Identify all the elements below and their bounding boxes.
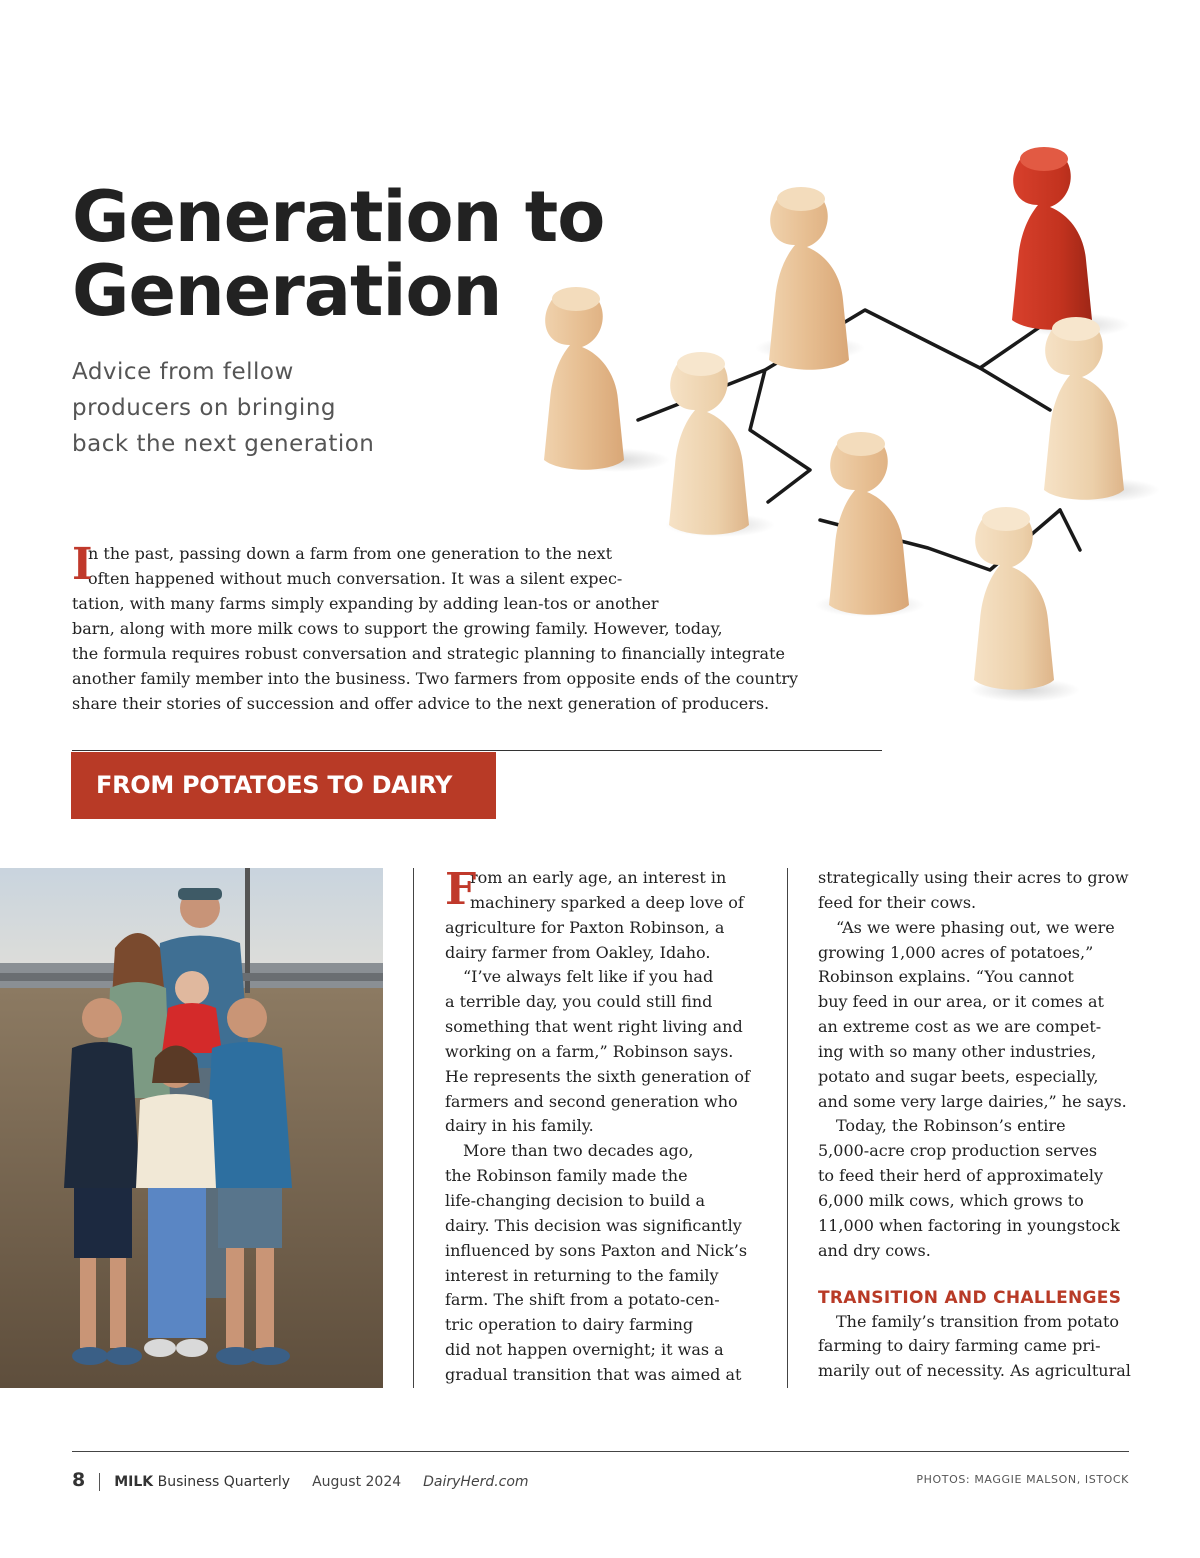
body-line: tric operation to dairy farming [445, 1315, 694, 1335]
issue-date: August 2024 [312, 1474, 402, 1490]
article-title [72, 176, 605, 332]
body-line: did not happen overnight; it was a [445, 1340, 724, 1360]
intro-line: barn, along with more milk cows to support the growing family. However, today, [72, 619, 723, 638]
body-line: gradual transition that was aimed at [445, 1364, 742, 1384]
intro-line: share their stories of succession and offer advice to the next generation of producers. [72, 694, 770, 713]
body-line: dairy farmer from Oakley, Idaho. [445, 942, 711, 962]
body-line: farmers and second generation who [445, 1091, 738, 1111]
body-line: influenced by sons Paxton and Nick’s [445, 1240, 748, 1260]
intro-line: tation, with many farms simply expanding by adding lean-tos or another [72, 594, 659, 613]
intro-line: the formula requires robust conversation and strategic planning to financially integrate [72, 644, 785, 663]
article-subtitle [72, 354, 392, 462]
subtitle-line: back the next generation [72, 431, 375, 457]
body-line: strategically using their acres to grow [818, 868, 1129, 887]
body-line: More than two decades ago, [463, 1141, 694, 1161]
family-photo [0, 868, 383, 1388]
body-line: the Robinson family made the [445, 1166, 688, 1186]
body-line: machinery sparked a deep love of [470, 892, 744, 912]
body-line: 11,000 when factoring in youngstock [818, 1215, 1120, 1235]
footer-divider [72, 1451, 1129, 1452]
section-divider [72, 750, 882, 751]
body-line: potato and sugar beets, especially, [818, 1066, 1099, 1086]
column-rule-left [413, 868, 414, 1388]
intro-line: another family member into the business. Two farmers from opposite ends of the country [72, 669, 799, 688]
body-line: “As we were phasing out, we were [836, 917, 1115, 937]
subtitle-line: producers on bringing [72, 395, 336, 421]
body-line: feed for their cows. [818, 892, 977, 912]
body-line: He represents the sixth generation of [445, 1066, 750, 1086]
body-line: The family’s transition from potato [836, 1311, 1120, 1331]
body-line: marily out of necessity. As agricultural [818, 1361, 1131, 1381]
photo-credit: PHOTOS: MAGGIE MALSON, ISTOCK [916, 1473, 1129, 1486]
body-line: working on a farm,” Robinson says. [445, 1041, 734, 1061]
website-link[interactable]: DairyHerd.com [423, 1474, 529, 1490]
publication-name [114, 1474, 290, 1490]
title-line-1: Generation to [72, 176, 605, 258]
publication-name-bold: MILK [114, 1474, 154, 1490]
body-line: life-changing decision to build a [445, 1190, 706, 1210]
body-line: something that went right living and [445, 1017, 743, 1037]
body-line: Robinson explains. “You cannot [818, 967, 1074, 987]
body-line: buy feed in our area, or it comes at [818, 992, 1104, 1012]
body-line: to feed their herd of approximately [818, 1166, 1103, 1186]
page-number: 8 [72, 1469, 86, 1491]
intro-line: n the past, passing down a farm from one generation to the next [88, 544, 613, 563]
body-line: 6,000 milk cows, which grows to [818, 1190, 1084, 1210]
body-column-2 [818, 866, 1148, 1384]
page-footer [72, 1468, 1129, 1492]
column-rule-right [787, 868, 788, 1388]
intro-line: often happened without much conversation. It was a silent expec- [88, 569, 623, 588]
body-column-1 [445, 866, 775, 1388]
intro-drop-cap: I [72, 539, 93, 590]
body-line: ing with so many other industries, [818, 1041, 1097, 1061]
body-line: an extreme cost as we are compet- [818, 1017, 1102, 1037]
body-line: farm. The shift from a potato-cen- [445, 1290, 720, 1310]
subsection-heading: TRANSITION AND CHALLENGES [818, 1287, 1122, 1308]
body-line: agriculture for Paxton Robinson, a [445, 917, 725, 937]
title-line-2: Generation [72, 250, 502, 332]
footer-separator [99, 1473, 100, 1491]
body-line: and some very large dairies,” he says. [818, 1091, 1127, 1111]
body-line: farming to dairy farming came pri- [818, 1336, 1101, 1356]
body-line: 5,000-acre crop production serves [818, 1141, 1098, 1161]
body-line: Today, the Robinson’s entire [836, 1116, 1066, 1136]
section-heading-banner: FROM POTATOES TO DAIRY [71, 752, 496, 819]
body-line: dairy. This decision was significantly [445, 1215, 742, 1235]
body-line: “I’ve always felt like if you had [463, 967, 714, 987]
publication-name-rest: Business Quarterly [153, 1474, 291, 1490]
body-line: a terrible day, you could still find [445, 992, 713, 1012]
body-line: rom an early age, an interest in [470, 868, 727, 887]
subtitle-line: Advice from fellow [72, 359, 294, 385]
body-line: dairy in his family. [445, 1116, 594, 1136]
body-line: interest in returning to the family [445, 1265, 719, 1285]
column-drop-cap: F [445, 864, 477, 915]
body-line: and dry cows. [818, 1240, 931, 1260]
body-line: growing 1,000 acres of potatoes,” [818, 942, 1094, 962]
intro-paragraph [72, 541, 832, 716]
